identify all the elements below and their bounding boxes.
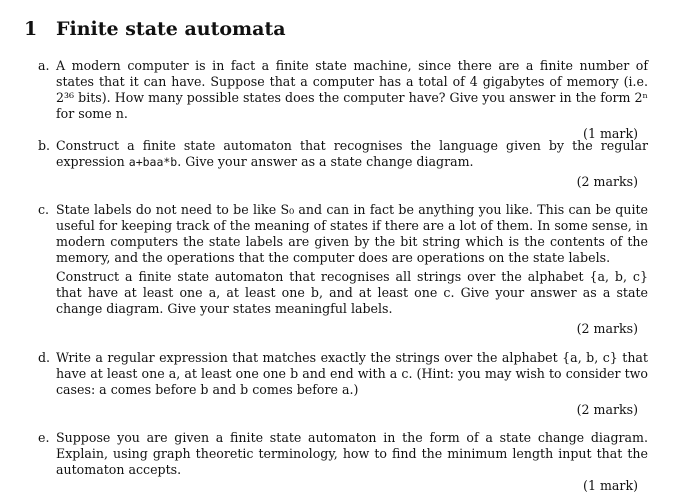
- regular-expression: a+baa*b: [128, 155, 178, 169]
- question-text: Construct a finite state automaton that recognises all strings over the alphabet {a, b, c} that have at least one a, at least one b, and at least one c. Give your answer as a state change diagram. Give your states meaningful labels.: [56, 269, 648, 316]
- question-body: [56, 138, 648, 170]
- question-c: [38, 202, 648, 337]
- section-heading: [24, 18, 286, 40]
- question-text: Write a regular expression that matches exactly the strings over the alphabet {a, b, c} that have at least one a, at least one one b and end with a c. (Hint: you may wish to consider two cases: a comes before b and b comes before a.): [56, 350, 648, 397]
- question-body: [56, 202, 648, 317]
- question-label: b.: [38, 138, 51, 153]
- question-e: [38, 430, 648, 494]
- question-label: c.: [38, 202, 50, 217]
- question-b: [38, 138, 648, 190]
- question-text-before: Construct a finite state automaton that recognises the language given by the regular expression: [56, 138, 648, 169]
- section-title: Finite state automata: [56, 18, 286, 40]
- question-body: [56, 350, 648, 398]
- question-marks: (2 marks): [576, 174, 638, 189]
- question-a: [38, 58, 648, 142]
- section-number: 1: [24, 18, 38, 40]
- question-text: Suppose you are given a finite state automaton in the form of a state change diagram. Explain, using graph theoretic terminology, how to find the minimum length input that the automaton accepts.: [56, 430, 648, 477]
- question-marks: (2 marks): [576, 321, 638, 336]
- question-d: [38, 350, 648, 418]
- question-label: e.: [38, 430, 50, 445]
- question-marks: (1 mark): [583, 126, 638, 141]
- question-text: [56, 138, 648, 170]
- question-body: [56, 58, 648, 122]
- question-label: d.: [38, 350, 51, 365]
- question-body: [56, 430, 648, 478]
- question-marks: (1 mark): [583, 478, 638, 493]
- question-label: a.: [38, 58, 50, 73]
- question-marks: (2 marks): [576, 402, 638, 417]
- question-text: State labels do not need to be like S₀ and can in fact be anything you like. This can be quite useful for keeping track of the meaning of states if there are a lot of them. In some sense, in modern computers the state labels are given by the bit string which is the contents of the memory, and the operations that the computer does are operations on the state labels.: [56, 202, 648, 265]
- question-text-after: . Give your answer as a state change diagram.: [177, 154, 474, 169]
- question-text: A modern computer is in fact a finite state machine, since there are a finite number of states that it can have. Suppose that a computer has a total of 4 gigabytes of memory (i.e. 2³⁶ bits). How many possible states does the computer have? Give you answer in the form 2ⁿ for some n.: [56, 58, 648, 121]
